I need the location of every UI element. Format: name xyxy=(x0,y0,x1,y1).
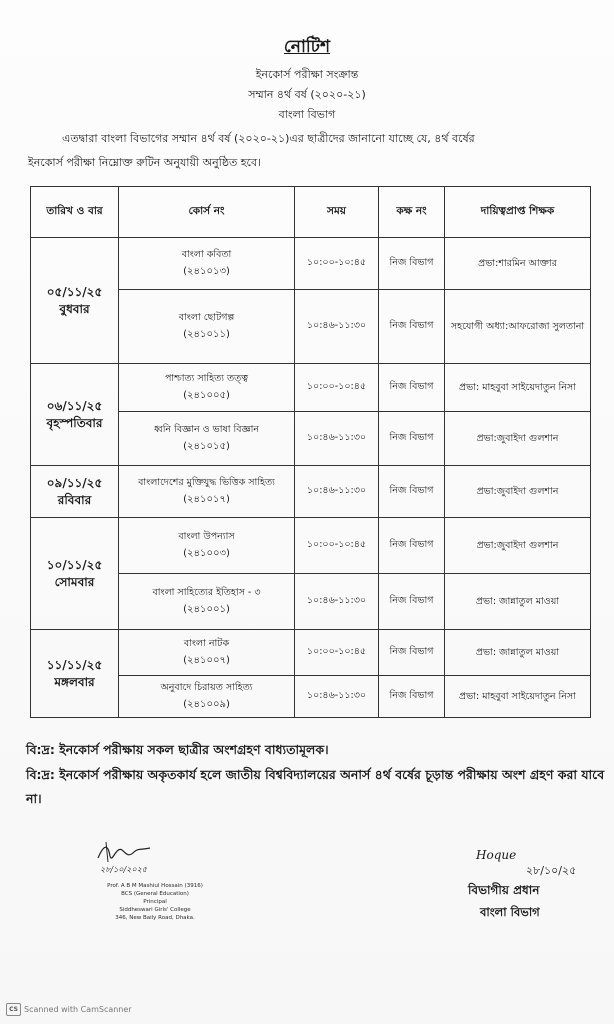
course-name: বাংলা ছোটগল্প xyxy=(178,312,235,323)
course-cell xyxy=(119,412,295,466)
room-cell: নিজ বিভাগ xyxy=(379,518,445,574)
principal-qualification: BCS (General Education) xyxy=(121,891,189,897)
camscanner-logo-icon: CS xyxy=(6,1003,21,1016)
course-name: বাংলা সাহিত্যের ইতিহাস - ৩ xyxy=(152,587,261,598)
teacher-cell: প্রভা: জান্নাতুল মাওয়া xyxy=(445,574,591,630)
time-cell: ১০:৪৬-১১:৩০ xyxy=(295,412,379,466)
course-cell xyxy=(119,238,295,290)
header-room: কক্ষ নং xyxy=(379,187,445,238)
head-title: বিভাগীয় প্রধান xyxy=(468,883,540,897)
room-cell: নিজ বিভাগ xyxy=(379,630,445,676)
head-signature-date: ২৮/১০/২৫ xyxy=(526,864,577,877)
table-row xyxy=(31,630,591,676)
time-cell: ১০:০০-১০:৪৫ xyxy=(295,364,379,412)
head-signature: Hoque xyxy=(476,848,517,862)
course-cell xyxy=(119,630,295,676)
course-cell xyxy=(119,518,295,574)
principal-name: Prof. A B M Mashiul Hossain (3916) xyxy=(107,883,203,889)
exam-day: রবিবার xyxy=(57,492,92,507)
time-cell: ১০:৪৬-১১:৩০ xyxy=(295,466,379,518)
course-name: বাংলা নাটক xyxy=(183,638,230,649)
teacher-cell: সহযোগী অধ্যা:আফরোজা সুলতানা xyxy=(445,290,591,364)
course-code: (২৪১০১৭) xyxy=(183,494,230,505)
table-header-row xyxy=(31,187,591,238)
teacher-cell: প্রভা:শারমিন আক্তার xyxy=(445,238,591,290)
course-code: (২৪১০১৩) xyxy=(183,266,230,277)
room-cell: নিজ বিভাগ xyxy=(379,364,445,412)
exam-day: বৃহস্পতিবার xyxy=(46,415,103,430)
exam-date: ০৫/১১/২৫ xyxy=(46,284,103,299)
subtitle-year: সম্মান ৪র্থ বর্ষ (২০২০-২১) xyxy=(248,88,366,101)
page-title: নোটিশ xyxy=(283,37,331,57)
principal-signature-date: ২৮/১০/২০২৫ xyxy=(100,865,147,874)
principal-stamp xyxy=(70,882,240,922)
scanner-watermark xyxy=(6,1003,132,1016)
room-cell: নিজ বিভাগ xyxy=(379,574,445,630)
exam-day: মঙ্গলবার xyxy=(54,674,95,689)
time-cell: ১০:৪৬-১১:৩০ xyxy=(295,290,379,364)
teacher-cell: প্রভা: জান্নাতুল মাওয়া xyxy=(445,630,591,676)
course-name: ধ্বনি বিজ্ঞান ও ভাষা বিজ্ঞান xyxy=(153,424,260,435)
course-cell xyxy=(119,676,295,718)
time-cell: ১০:৪৬-১১:৩০ xyxy=(295,574,379,630)
room-cell: নিজ বিভাগ xyxy=(379,676,445,718)
header-teacher: দায়িত্বপ্রাপ্ত শিক্ষক xyxy=(445,187,591,238)
course-name: বাংলা কবিতা xyxy=(181,249,232,260)
date-cell xyxy=(31,466,119,518)
table-row xyxy=(31,364,591,412)
header-course: কোর্স নং xyxy=(119,187,295,238)
principal-address: 346, New Baily Road, Dhaka. xyxy=(115,915,195,921)
table-row xyxy=(31,238,591,290)
exam-routine-table xyxy=(30,186,591,718)
exam-date: ০৯/১১/২৫ xyxy=(46,475,103,490)
exam-date: ১০/১১/২৫ xyxy=(46,557,103,572)
exam-date: ০৬/১১/২৫ xyxy=(46,398,103,413)
note-mandatory: বি:দ্র: ইনকোর্স পরীক্ষায় সকল ছাত্রীর অংশগ্রহণ বাধ্যতামূলক। xyxy=(26,742,329,757)
time-cell: ১০:৪৬-১১:৩০ xyxy=(295,676,379,718)
course-name: পাশ্চাত্য সাহিত্য তত্ত্ব xyxy=(164,373,249,384)
head-department: বাংলা বিভাগ xyxy=(480,905,540,919)
course-cell xyxy=(119,466,295,518)
room-cell: নিজ বিভাগ xyxy=(379,290,445,364)
room-cell: নিজ বিভাগ xyxy=(379,466,445,518)
course-cell xyxy=(119,290,295,364)
scanner-text: Scanned with CamScanner xyxy=(24,1005,132,1014)
intro-line-2: ইনকোর্স পরীক্ষা নিম্নোক্ত রুটিন অনুযায়ী অনুষ্ঠিত হবে। xyxy=(28,156,261,169)
date-cell xyxy=(31,630,119,718)
course-code: (২৪১০০৩) xyxy=(183,548,230,559)
course-code: (২৪১০০৫) xyxy=(183,390,230,401)
subtitle-department: বাংলা বিভাগ xyxy=(278,108,336,121)
room-cell: নিজ বিভাগ xyxy=(379,412,445,466)
principal-college: Siddheswari Girls' College xyxy=(119,907,191,913)
teacher-cell: প্রভা: মাহবুবা সাইয়েদাতুন নিসা xyxy=(445,676,591,718)
date-cell xyxy=(31,518,119,630)
teacher-cell: প্রভা:জুবাইদা গুলশান xyxy=(445,518,591,574)
time-cell: ১০:০০-১০:৪৫ xyxy=(295,630,379,676)
signature-scribble-icon xyxy=(94,840,154,866)
header-time: সময় xyxy=(295,187,379,238)
course-code: (২৪১০০৯) xyxy=(183,699,230,710)
table-row xyxy=(31,518,591,574)
table-row xyxy=(31,466,591,518)
course-name: বাংলা উপন্যাস xyxy=(178,531,235,542)
course-code: (২৪১০১১) xyxy=(183,329,230,340)
exam-date: ১১/১১/২৫ xyxy=(46,657,103,672)
exam-day: সোমবার xyxy=(54,574,95,589)
principal-title: Principal xyxy=(143,899,167,905)
date-cell xyxy=(31,364,119,466)
header-date: তারিখ ও বার xyxy=(31,187,119,238)
note-failure-consequence: বি:দ্র: ইনকোর্স পরীক্ষায় অকৃতকার্য হলে জাতীয় বিশ্ববিদ্যালয়ের অনার্স ৪র্থ বর্ষের চূড়ান্ত পরীক্ষায় অংশ গ্রহণ করা যাবে না। xyxy=(26,767,605,806)
teacher-cell: প্রভা: মাহবুবা সাইয়েদাতুন নিসা xyxy=(445,364,591,412)
course-code: (২৪১০০১) xyxy=(183,604,230,615)
course-code: (২৪১০০৭) xyxy=(183,655,230,666)
time-cell: ১০:০০-১০:৪৫ xyxy=(295,238,379,290)
course-name: অনুবাদে চিরায়ত সাহিত্য xyxy=(160,682,253,693)
date-cell xyxy=(31,238,119,364)
course-cell xyxy=(119,364,295,412)
teacher-cell: প্রভা:জুবাইদা গুলশান xyxy=(445,412,591,466)
exam-day: বুধবার xyxy=(59,301,90,316)
course-cell xyxy=(119,574,295,630)
intro-line-1: এতদ্বারা বাংলা বিভাগের সম্মান ৪র্থ বর্ষ (২০২০-২১)এর ছাত্রীদের জানানো যাচ্ছে যে, ৪র্থ বর্ষের xyxy=(62,132,475,145)
course-name: বাংলাদেশের মুক্তিযুদ্ধ ভিত্তিক সাহিত্য xyxy=(138,477,275,488)
teacher-cell: প্রভা:জুবাইদা গুলশান xyxy=(445,466,591,518)
subtitle-exam-type: ইনকোর্স পরীক্ষা সংক্রান্ত xyxy=(255,68,359,81)
course-code: (২৪১০১৫) xyxy=(183,441,230,452)
room-cell: নিজ বিভাগ xyxy=(379,238,445,290)
time-cell: ১০:০০-১০:৪৫ xyxy=(295,518,379,574)
